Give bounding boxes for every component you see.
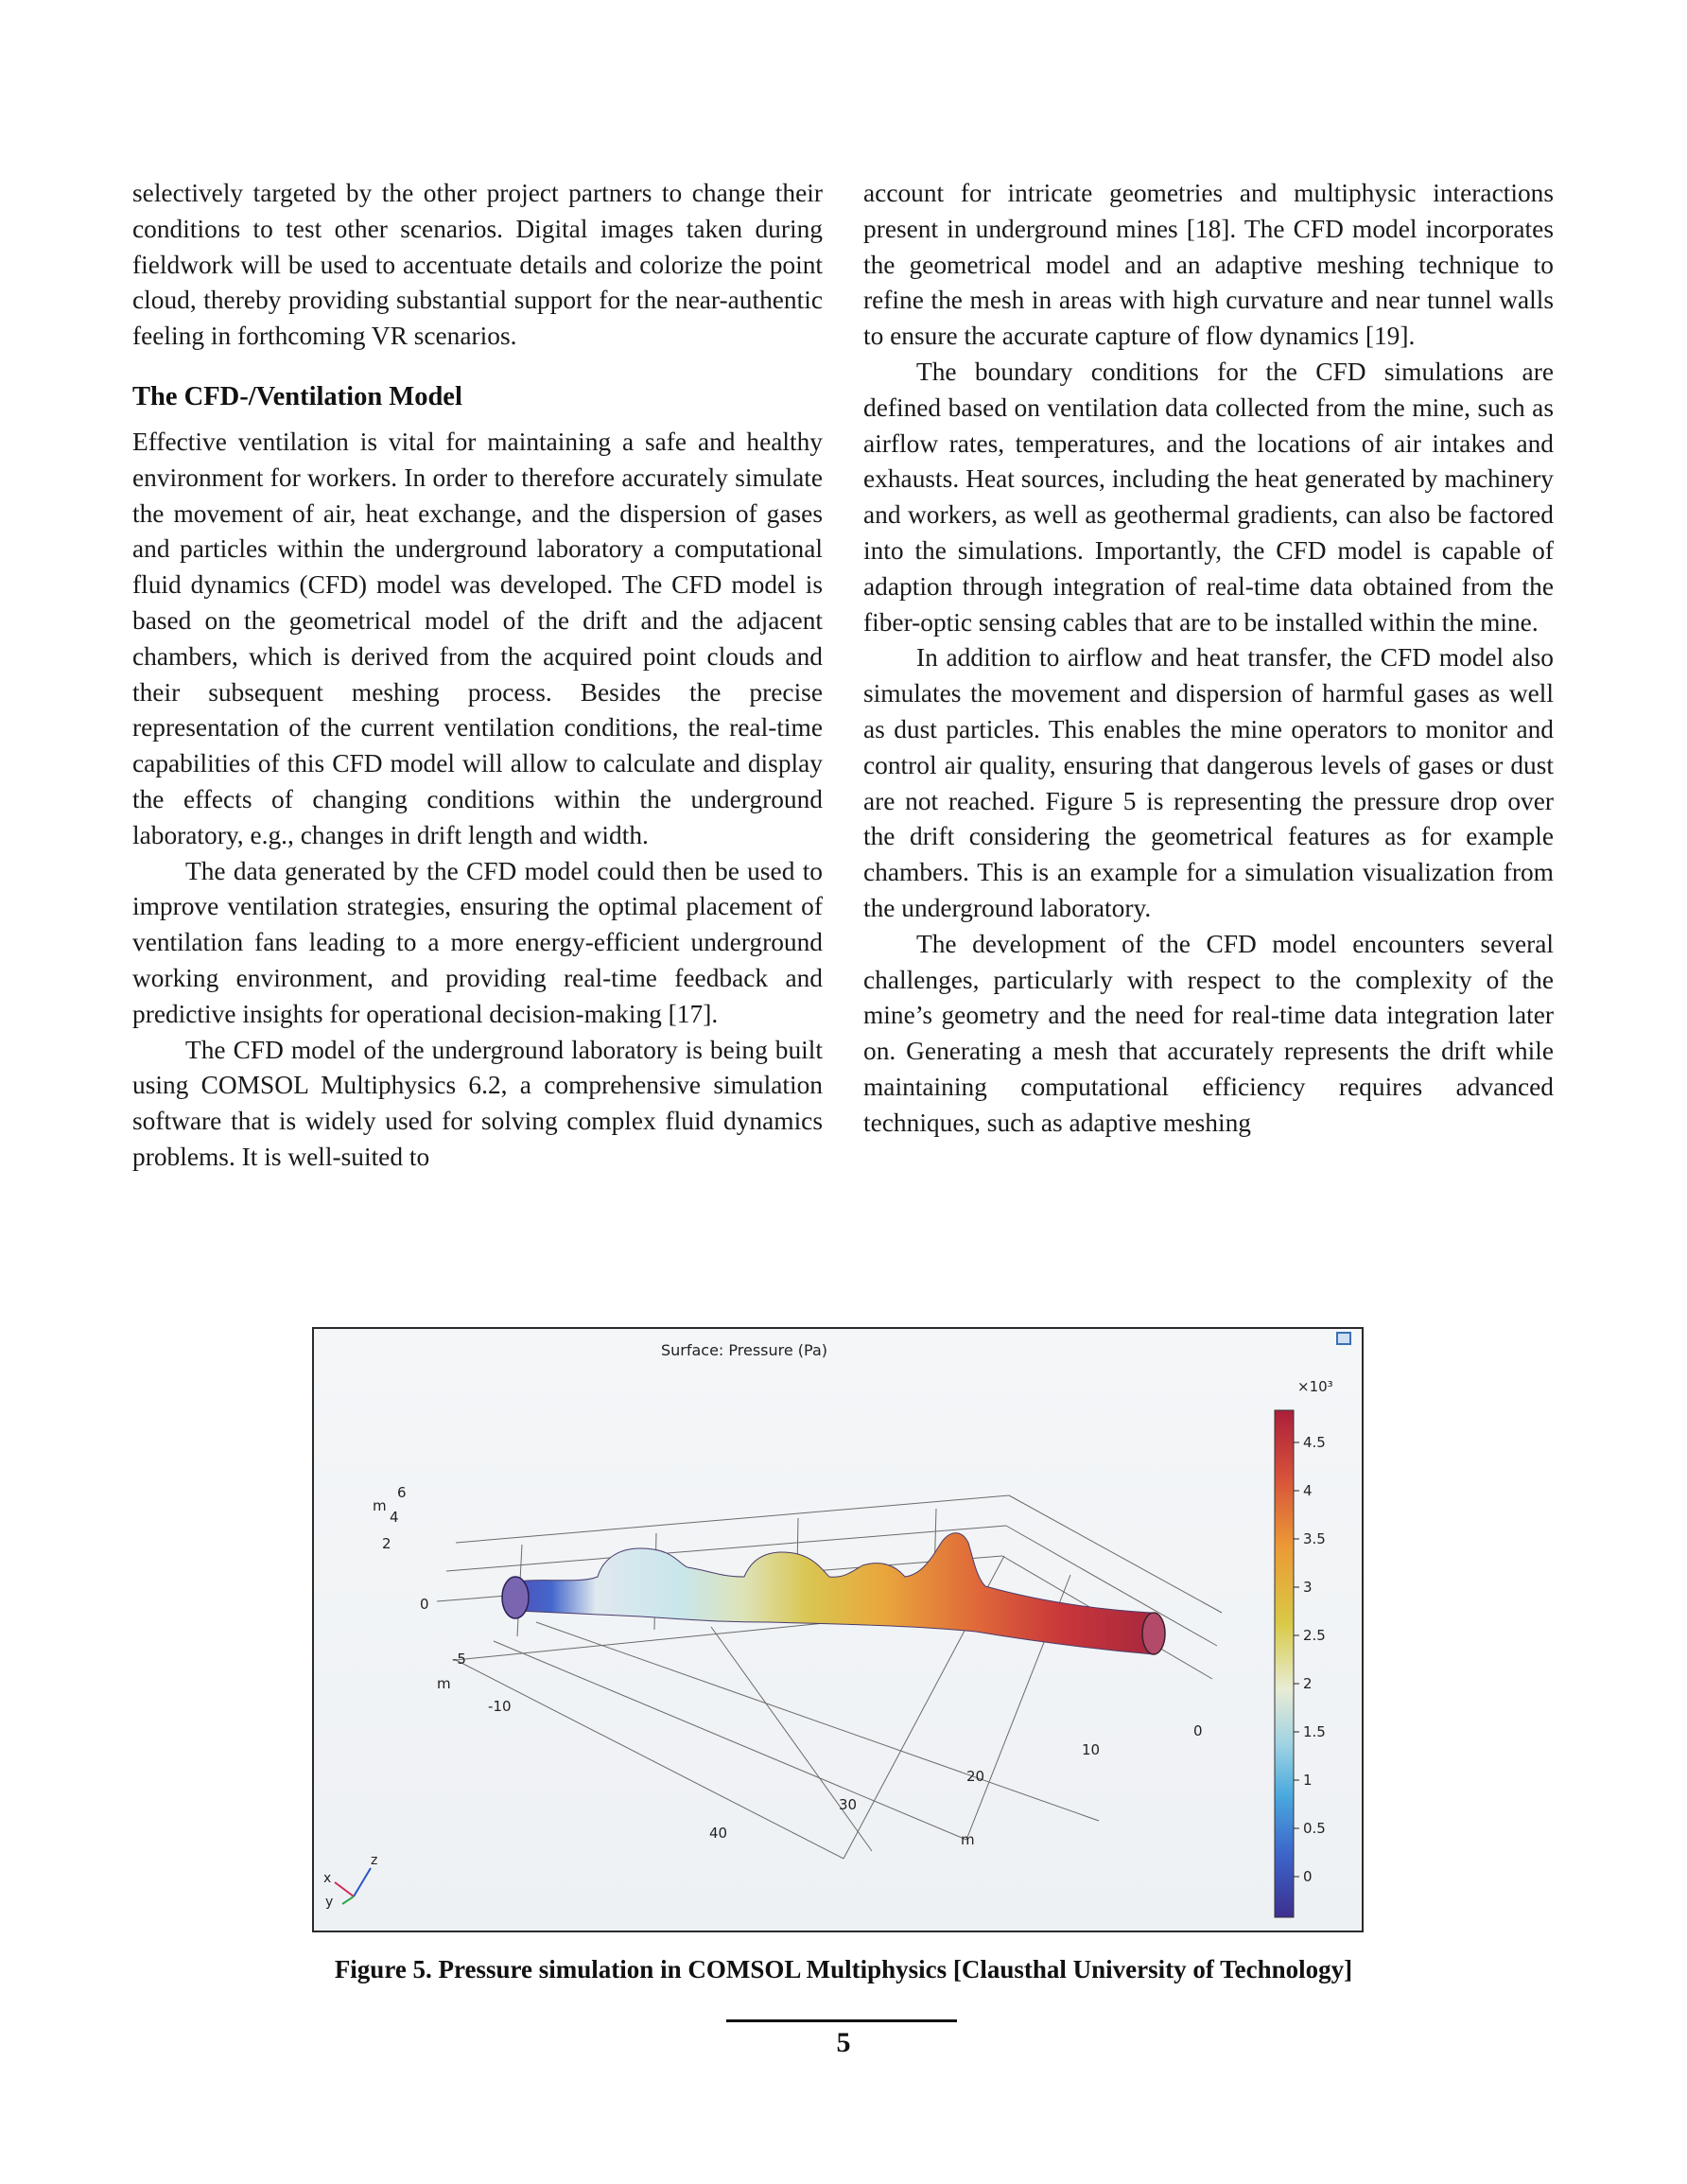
colorbar [1275, 1410, 1294, 1917]
figure-caption: Figure 5. Pressure simulation in COMSOL Multiphysics [Clausthal University of Technology] [334, 1955, 1353, 1983]
axis-grid [437, 1495, 1222, 1859]
page-number: 5 [836, 2027, 851, 2058]
y-axis-unit: m [437, 1675, 451, 1692]
right-column [863, 176, 1554, 1142]
paragraph: Effective ventilation is vital for maintaining a safe and healthy environment for workers. In order to therefore accurately simulate the movement of air, heat exchange, and the dispersion of gases and particles within the underground laboratory a computational fluid dynamics (CFD) model was developed. The CFD model is based on the geometrical model of the drift and the adjacent chambers, which is derived from the acquired point clouds and their subsequent meshing process. Besides the precise representation of the current ventilation conditions, the real-time capabilities of this CFD model will allow to calculate and display the effects of changing conditions within the underground laboratory, e.g., changes in drift length and width. [132, 427, 823, 849]
figure-5 [312, 1327, 1364, 1932]
x-tick-label: 10 [1082, 1741, 1101, 1758]
paragraph: The CFD model of the underground laboratory is being built using COMSOL Multiphysics 6.2, a comprehensive simulation software that is widely used for solving complex fluid dynamics problems. It is well-suited to [132, 1035, 823, 1171]
z-tick-label: 4 [390, 1509, 399, 1526]
x-axis-unit: m [961, 1831, 975, 1848]
left-column [132, 176, 823, 1176]
colorbar-tick-label: 1 [1303, 1772, 1313, 1789]
paragraph: The development of the CFD model encounters several challenges, particularly with respect to the complexity of the mine’s geometry and the need for real-time data integration later on. Generating a mesh that accurately represents the drift while maintaining computational efficiency requires advanced techniques, such as adaptive meshing [863, 929, 1554, 1137]
colorbar-tick-label: 2.5 [1303, 1627, 1326, 1644]
y-tick-label: -10 [488, 1698, 512, 1715]
window-toggle-icon[interactable] [1337, 1333, 1350, 1344]
colorbar-tick-label: 3.5 [1303, 1530, 1326, 1547]
section-heading: The CFD-/Ventilation Model [132, 381, 462, 411]
colorbar-tick-label: 4 [1303, 1482, 1313, 1499]
axis-triad-icon [323, 1853, 377, 1910]
colorbar-tick-label: 1.5 [1303, 1723, 1326, 1740]
colorbar-tick-label: 2 [1303, 1675, 1313, 1692]
colorbar-tick-label: 3 [1303, 1579, 1313, 1596]
triad-y-label: y [325, 1895, 334, 1910]
x-tick-label: 40 [709, 1825, 728, 1842]
drift-geometry [502, 1533, 1165, 1654]
y-tick-label: 0 [420, 1596, 429, 1613]
paragraph: account for intricate geometries and multiphysic interactions present in underground mines [18]. The CFD model incorporates the geometrical model and an adaptive meshing technique to refine the mesh in areas with high curvature and near tunnel walls to ensure the accurate capture of flow dynamics [19]. [863, 179, 1554, 351]
paragraph: The boundary conditions for the CFD simulations are defined based on ventilation data collected from the mine, such as airflow rates, temperatures, and the locations of air intakes and exhausts. Heat sources, including the heat generated by machinery and workers, as well as geothermal gradients, can also be factored into the simulations. Importantly, the CFD model is capable of adaption through integration of real-time data obtained from the fiber-optic sensing cables that are to be installed within the mine. [863, 357, 1554, 637]
x-tick-label: 20 [966, 1768, 985, 1785]
x-tick-label: 0 [1193, 1722, 1203, 1739]
colorbar-tick-label: 0.5 [1303, 1820, 1326, 1837]
colorbar-tick-label: 4.5 [1303, 1434, 1326, 1451]
y-tick-label: -5 [452, 1651, 466, 1668]
paragraph: The data generated by the CFD model could then be used to improve ventilation strategies, ensuring the optimal placement of ventilation fans leading to a more energy-efficient underground working environment, and providing real-time feedback and predictive insights for operational decision-making [17]. [132, 856, 823, 1028]
z-tick-label: 6 [397, 1484, 407, 1501]
plot-title: Surface: Pressure (Pa) [660, 1341, 828, 1359]
triad-x-label: x [323, 1871, 332, 1886]
pressure-plot [314, 1329, 1362, 1931]
footer-rule [726, 2019, 957, 2022]
triad-z-label: z [371, 1853, 378, 1868]
z-tick-label: 2 [382, 1535, 391, 1552]
paragraph: selectively targeted by the other project partners to change their conditions to test other scenarios. Digital images taken during fieldwork will be used to accentuate details and colorize the point cloud, thereby providing substantial support for the near-authentic feeling in forthcoming VR scenarios. [132, 179, 823, 351]
paragraph: In addition to airflow and heat transfer, the CFD model also simulates the movement and dispersion of harmful gases as well as dust particles. This enables the mine operators to monitor and control air quality, ensuring that dangerous levels of gases or dust are not reached. Figure 5 is representing the pressure drop over the drift considering the geometrical features as for example chambers. This is an example for a simulation visualization from the underground laboratory. [863, 643, 1554, 922]
x-tick-label: 30 [839, 1796, 858, 1813]
colorbar-ticks [1294, 1434, 1326, 1885]
colorbar-multiplier: ×10³ [1297, 1378, 1333, 1395]
colorbar-tick-label: 0 [1303, 1868, 1313, 1885]
z-axis-unit: m [373, 1497, 387, 1514]
